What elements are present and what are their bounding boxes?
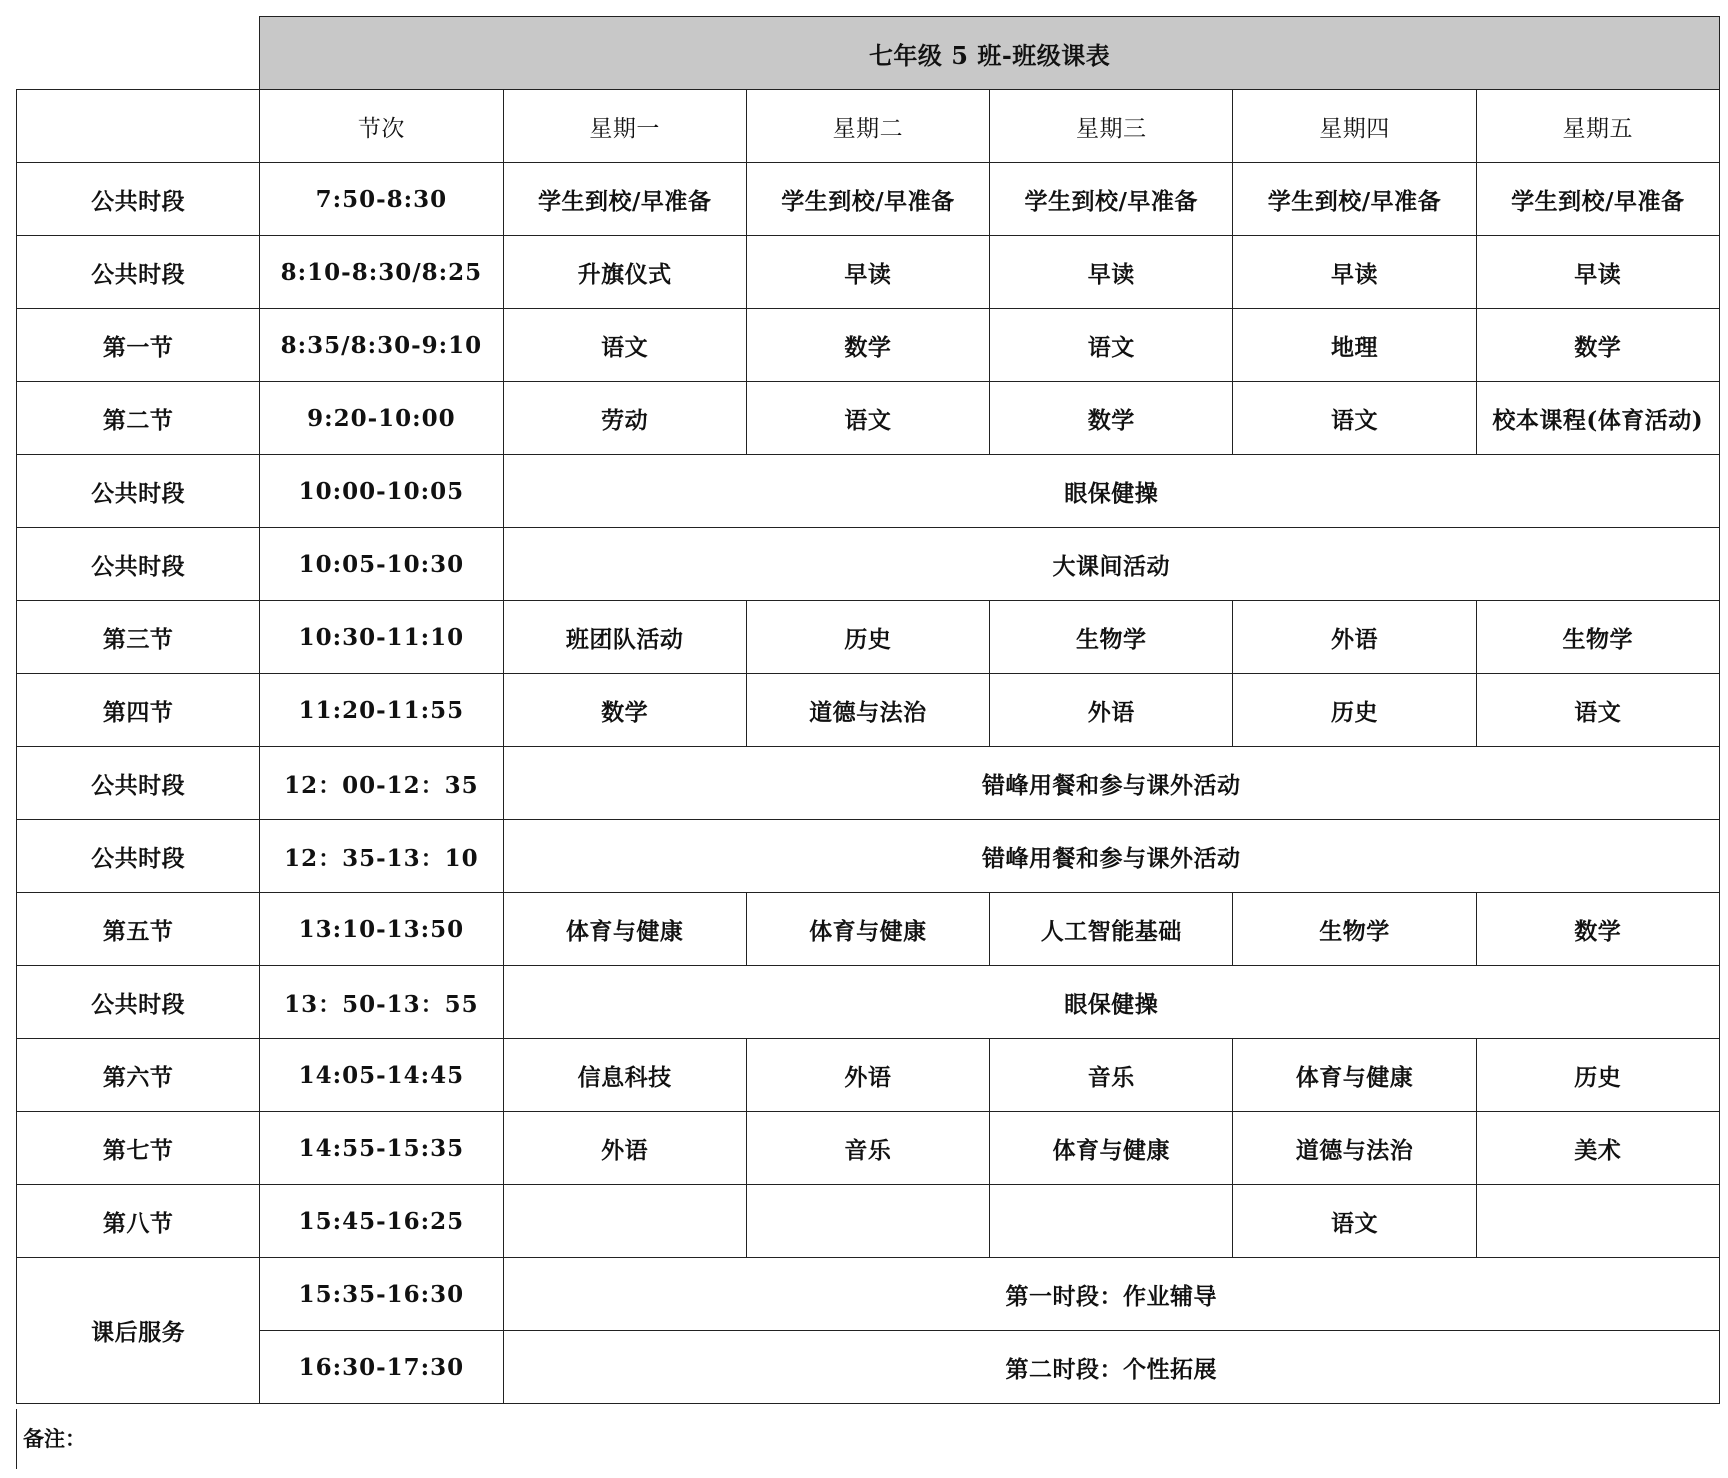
timetable-title: 七年级 5 班-班级课表: [260, 17, 1720, 90]
row-label: 公共时段: [17, 455, 260, 528]
time-cell: 7:50-8:30: [260, 163, 503, 236]
corner-cell: [17, 17, 260, 90]
subject-cell: 地理: [1233, 309, 1476, 382]
subject-cell: 语文: [1476, 674, 1719, 747]
schedule-row: [17, 893, 1720, 966]
time-cell: 15:35-16:30: [260, 1258, 503, 1331]
merged-activity-cell: 眼保健操: [503, 966, 1719, 1039]
schedule-row: [17, 455, 1720, 528]
subject-cell: 人工智能基础: [990, 893, 1233, 966]
timetable: [16, 16, 1720, 1404]
time-cell: 10:30-11:10: [260, 601, 503, 674]
subject-cell: 学生到校/早准备: [746, 163, 989, 236]
subject-cell: [990, 1185, 1233, 1258]
time-cell: 10:00-10:05: [260, 455, 503, 528]
subject-cell: 音乐: [990, 1039, 1233, 1112]
header-day: 星期二: [746, 90, 989, 163]
row-label: 公共时段: [17, 163, 260, 236]
row-label: 第六节: [17, 1039, 260, 1112]
subject-cell: 历史: [1233, 674, 1476, 747]
subject-cell: 生物学: [990, 601, 1233, 674]
time-cell: 13：50-13：55: [260, 966, 503, 1039]
subject-cell: 信息科技: [503, 1039, 746, 1112]
time-cell: 14:05-14:45: [260, 1039, 503, 1112]
after-school-activity: 第一时段：作业辅导: [503, 1258, 1719, 1331]
subject-cell: 道德与法治: [1233, 1112, 1476, 1185]
row-label: 第一节: [17, 309, 260, 382]
schedule-row: [17, 1039, 1720, 1112]
subject-cell: 外语: [746, 1039, 989, 1112]
schedule-row: [17, 1112, 1720, 1185]
time-cell: 13:10-13:50: [260, 893, 503, 966]
subject-cell: 历史: [746, 601, 989, 674]
time-cell: 9:20-10:00: [260, 382, 503, 455]
time-cell: 12：35-13：10: [260, 820, 503, 893]
schedule-row: [17, 966, 1720, 1039]
row-label: 第七节: [17, 1112, 260, 1185]
subject-cell: [1476, 1185, 1719, 1258]
after-school-row: [17, 1258, 1720, 1331]
row-label: 第二节: [17, 382, 260, 455]
subject-cell: 校本课程(体育活动): [1476, 382, 1719, 455]
subject-cell: 早读: [990, 236, 1233, 309]
merged-activity-cell: 眼保健操: [503, 455, 1719, 528]
merged-activity-cell: 错峰用餐和参与课外活动: [503, 820, 1719, 893]
time-cell: 8:10-8:30/8:25: [260, 236, 503, 309]
subject-cell: 体育与健康: [746, 893, 989, 966]
header-day: 星期四: [1233, 90, 1476, 163]
row-label: 公共时段: [17, 236, 260, 309]
row-label: 第四节: [17, 674, 260, 747]
row-label: 公共时段: [17, 747, 260, 820]
time-cell: 11:20-11:55: [260, 674, 503, 747]
schedule-row: [17, 236, 1720, 309]
subject-cell: 语文: [503, 309, 746, 382]
subject-cell: 语文: [990, 309, 1233, 382]
time-cell: 15:45-16:25: [260, 1185, 503, 1258]
merged-activity-cell: 错峰用餐和参与课外活动: [503, 747, 1719, 820]
subject-cell: 美术: [1476, 1112, 1719, 1185]
subject-cell: 劳动: [503, 382, 746, 455]
subject-cell: 语文: [1233, 382, 1476, 455]
schedule-row: [17, 601, 1720, 674]
schedule-row: [17, 309, 1720, 382]
schedule-row: [17, 1185, 1720, 1258]
subject-cell: 外语: [1233, 601, 1476, 674]
header-day: 星期五: [1476, 90, 1719, 163]
time-cell: 10:05-10:30: [260, 528, 503, 601]
row-label: 第五节: [17, 893, 260, 966]
subject-cell: 学生到校/早准备: [990, 163, 1233, 236]
schedule-row: [17, 163, 1720, 236]
subject-cell: [503, 1185, 746, 1258]
subject-cell: 数学: [990, 382, 1233, 455]
schedule-row: [17, 382, 1720, 455]
row-label: 第八节: [17, 1185, 260, 1258]
row-label: 公共时段: [17, 966, 260, 1039]
row-label: 公共时段: [17, 528, 260, 601]
subject-cell: 体育与健康: [990, 1112, 1233, 1185]
after-school-label: 课后服务: [17, 1258, 260, 1404]
subject-cell: 早读: [746, 236, 989, 309]
subject-cell: 学生到校/早准备: [503, 163, 746, 236]
subject-cell: 体育与健康: [503, 893, 746, 966]
title-row: [17, 17, 1720, 90]
note-label: 备注：: [23, 1427, 86, 1451]
row-label: 公共时段: [17, 820, 260, 893]
merged-activity-cell: 大课间活动: [503, 528, 1719, 601]
header-row: [17, 90, 1720, 163]
row-label: 第三节: [17, 601, 260, 674]
subject-cell: [746, 1185, 989, 1258]
time-cell: 16:30-17:30: [260, 1331, 503, 1404]
subject-cell: 数学: [1476, 893, 1719, 966]
subject-cell: 生物学: [1233, 893, 1476, 966]
time-cell: 14:55-15:35: [260, 1112, 503, 1185]
subject-cell: 数学: [746, 309, 989, 382]
time-cell: 12：00-12：35: [260, 747, 503, 820]
subject-cell: 早读: [1233, 236, 1476, 309]
schedule-row: [17, 528, 1720, 601]
subject-cell: 学生到校/早准备: [1233, 163, 1476, 236]
subject-cell: 数学: [503, 674, 746, 747]
subject-cell: 外语: [503, 1112, 746, 1185]
header-period: 节次: [260, 90, 503, 163]
subject-cell: 语文: [746, 382, 989, 455]
subject-cell: 班团队活动: [503, 601, 746, 674]
subject-cell: 数学: [1476, 309, 1719, 382]
subject-cell: 早读: [1476, 236, 1719, 309]
schedule-row: [17, 747, 1720, 820]
header-day: 星期一: [503, 90, 746, 163]
subject-cell: 外语: [990, 674, 1233, 747]
header-empty-cell: [17, 90, 260, 163]
after-school-row: [17, 1331, 1720, 1404]
subject-cell: 学生到校/早准备: [1476, 163, 1719, 236]
subject-cell: 生物学: [1476, 601, 1719, 674]
schedule-row: [17, 674, 1720, 747]
subject-cell: 道德与法治: [746, 674, 989, 747]
time-cell: 8:35/8:30-9:10: [260, 309, 503, 382]
subject-cell: 音乐: [746, 1112, 989, 1185]
subject-cell: 历史: [1476, 1039, 1719, 1112]
subject-cell: 升旗仪式: [503, 236, 746, 309]
note-area: [16, 1409, 1721, 1469]
schedule-row: [17, 820, 1720, 893]
after-school-activity: 第二时段：个性拓展: [503, 1331, 1719, 1404]
subject-cell: 语文: [1233, 1185, 1476, 1258]
subject-cell: 体育与健康: [1233, 1039, 1476, 1112]
header-day: 星期三: [990, 90, 1233, 163]
